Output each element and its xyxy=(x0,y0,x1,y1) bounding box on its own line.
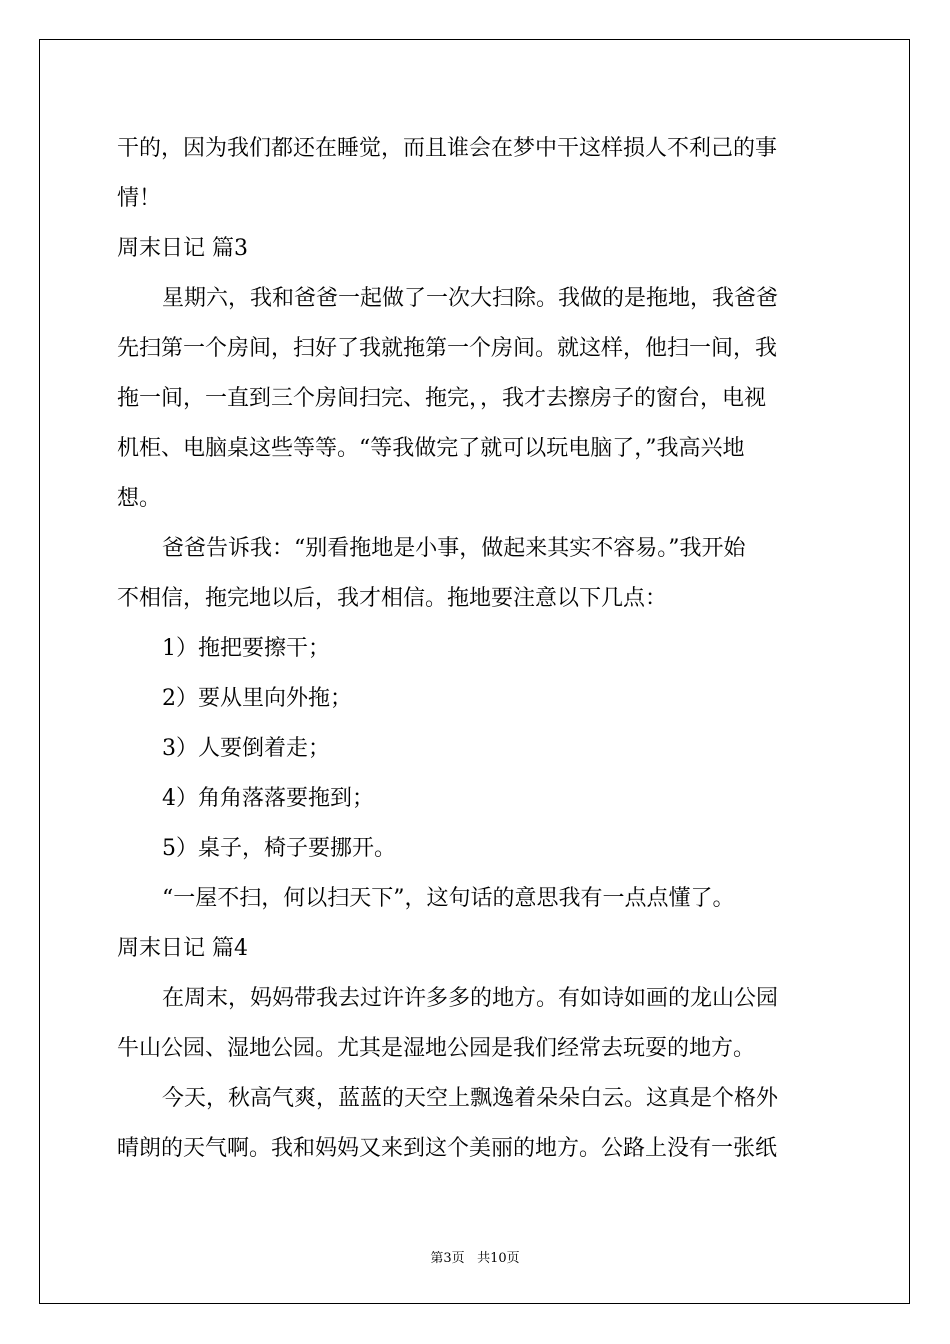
paragraph-line: 干的，因为我们都还在睡觉，而且谁会在梦中干这样损人不利己的事 xyxy=(117,136,778,161)
paragraph-line: 星期六，我和爸爸一起做了一次大扫除。我做的是拖地，我爸爸 xyxy=(162,286,779,311)
page-number: 第3页 xyxy=(430,1251,465,1266)
paragraph-line: 想。 xyxy=(117,486,162,511)
page-total: 共10页 xyxy=(477,1251,520,1266)
section-heading: 周末日记 篇4 xyxy=(117,936,248,961)
paragraph-line: 拖一间，一直到三个房间扫完、拖完，，我才去擦房子的窗台，电视 xyxy=(117,386,767,411)
paragraph-line: “一屋不扫，何以扫天下”，这句话的意思我有一点点懂了。 xyxy=(162,886,735,911)
page-border xyxy=(39,39,910,1304)
paragraph-line: 情！ xyxy=(117,186,162,211)
page-footer xyxy=(0,1247,950,1266)
list-item: 4）角角落落要拖到； xyxy=(162,786,374,811)
paragraph-line: 爸爸告诉我：“别看拖地是小事，做起来其实不容易。”我开始 xyxy=(162,536,746,561)
paragraph-line: 晴朗的天气啊。我和妈妈又来到这个美丽的地方。公路上没有一张纸 xyxy=(117,1136,778,1161)
list-item: 1）拖把要擦干； xyxy=(162,636,330,661)
paragraph-line: 在周末，妈妈带我去过许许多多的地方。有如诗如画的龙山公园 xyxy=(162,986,779,1011)
list-item: 3）人要倒着走； xyxy=(162,736,330,761)
paragraph-line: 不相信，拖完地以后，我才相信。拖地要注意以下几点： xyxy=(117,586,668,611)
list-item: 5）桌子，椅子要挪开。 xyxy=(162,836,396,861)
section-heading: 周末日记 篇3 xyxy=(117,236,248,261)
paragraph-line: 牛山公园、湿地公园。尤其是湿地公园是我们经常去玩耍的地方。 xyxy=(117,1036,756,1061)
paragraph-line: 机柜、电脑桌这些等等。“等我做完了就可以玩电脑了，”我高兴地 xyxy=(117,436,745,461)
paragraph-line: 先扫第一个房间，扫好了我就拖第一个房间。就这样，他扫一间，我 xyxy=(117,336,778,361)
paragraph-line: 今天，秋高气爽，蓝蓝的天空上飘逸着朵朵白云。这真是个格外 xyxy=(162,1086,779,1111)
list-item: 2）要从里向外拖； xyxy=(162,686,352,711)
